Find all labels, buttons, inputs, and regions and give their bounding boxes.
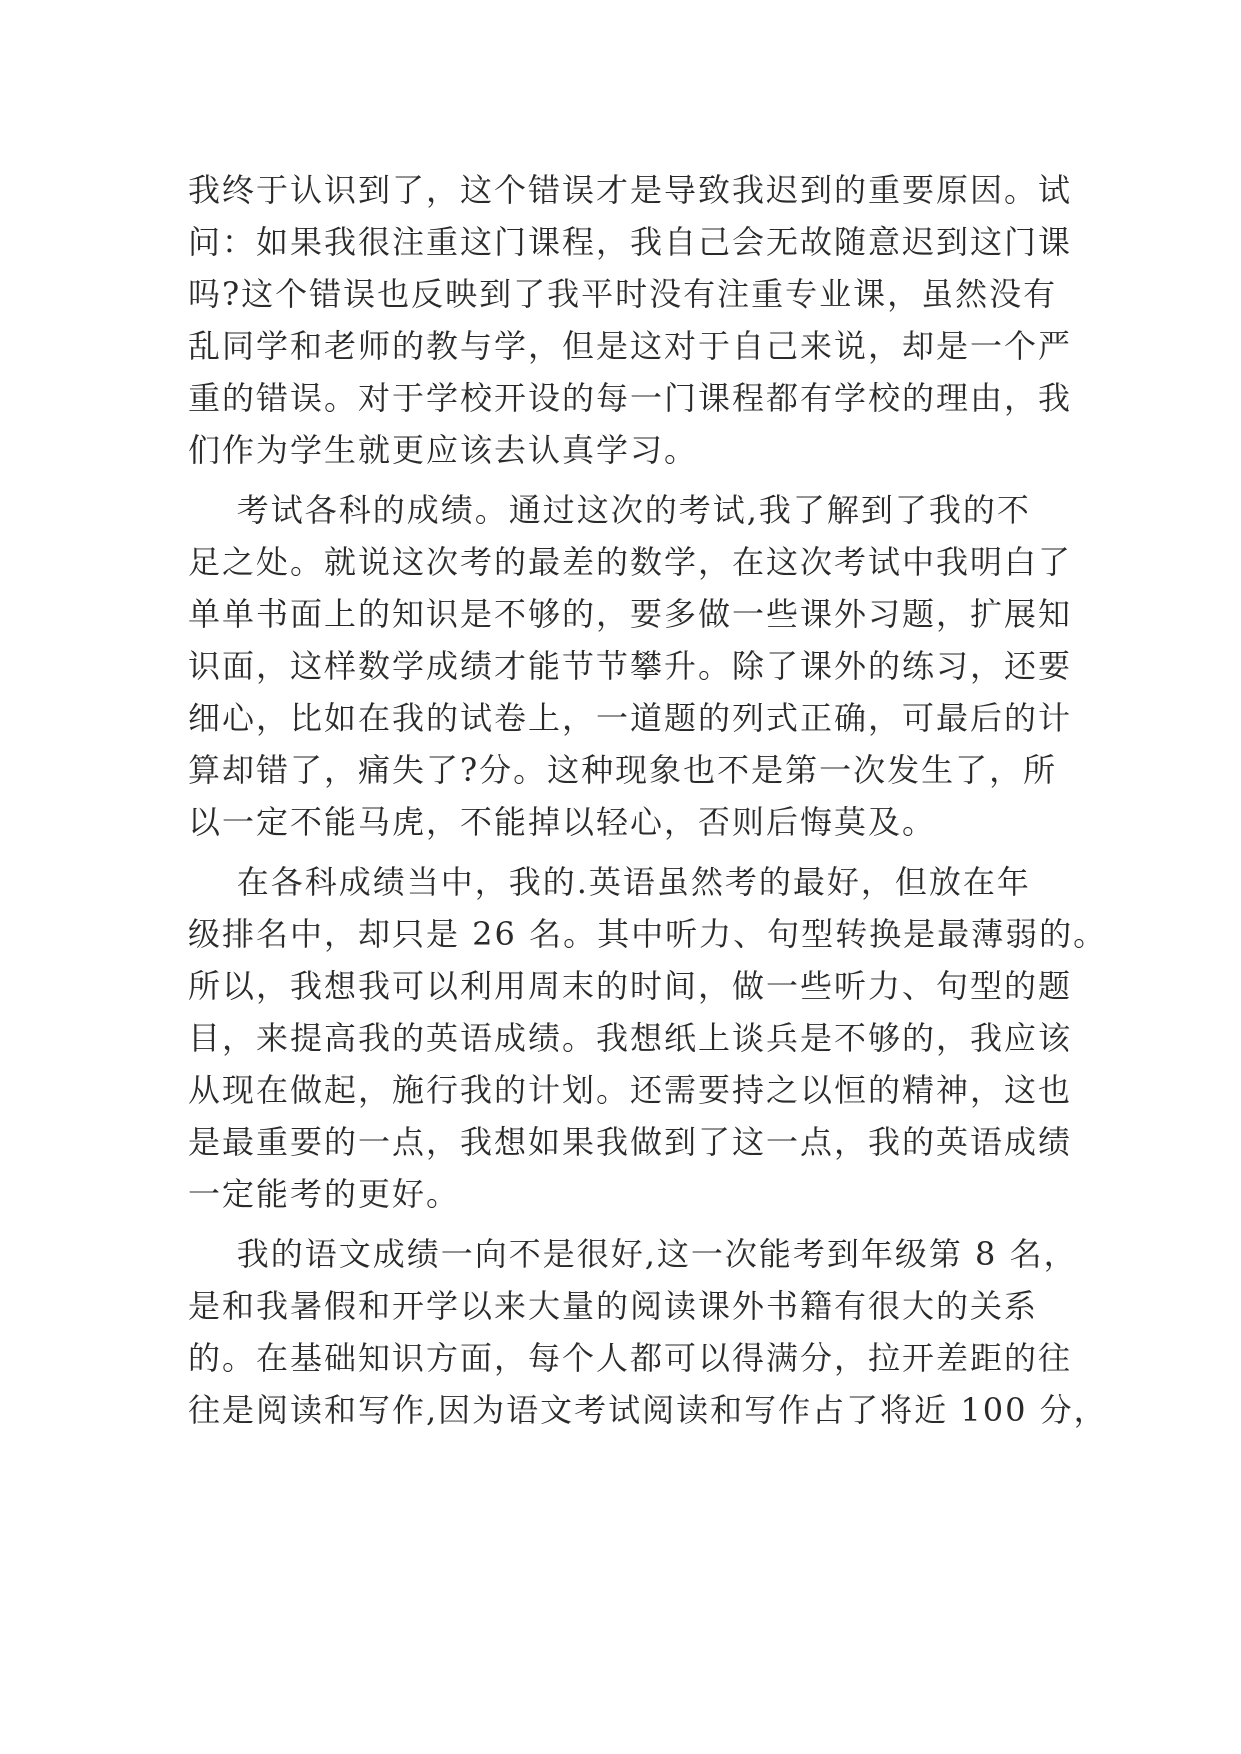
text-line: 算却错了，痛失了?分。这种现象也不是第一次发生了，所	[188, 751, 1058, 789]
text-line: 以一定不能马虎，不能掉以轻心，否则后悔莫及。	[188, 803, 937, 841]
text-line: 识面，这样数学成绩才能节节攀升。除了课外的练习，还要	[188, 647, 1073, 685]
paragraph-gap	[188, 476, 1068, 484]
text-line: 我的语文成绩一向不是很好,这一次能考到年级第 8 名，	[188, 1235, 1078, 1273]
text-line: 我终于认识到了，这个错误才是导致我迟到的重要原因。试	[188, 171, 1073, 209]
text-line: 细心，比如在我的试卷上，一道题的列式正确，可最后的计	[188, 699, 1073, 737]
text-line: 足之处。就说这次考的最差的数学，在这次考试中我明白了	[188, 543, 1073, 581]
text-line: 单单书面上的知识是不够的，要多做一些课外习题，扩展知	[188, 595, 1073, 633]
text-line: 所以，我想我可以利用周末的时间，做一些听力、句型的题	[188, 967, 1073, 1005]
text-line: 一定能考的更好。	[188, 1175, 461, 1213]
paragraph-2	[188, 484, 1073, 848]
text-line: 们作为学生就更应该去认真学习。	[188, 431, 699, 469]
paragraph-gap	[188, 1220, 1068, 1228]
paragraph-1	[188, 164, 1073, 476]
text-line: 级排名中，却只是 26 名。其中听力、句型转换是最薄弱的。	[188, 915, 1108, 953]
paragraph-gap	[188, 848, 1068, 856]
text-line: 是最重要的一点，我想如果我做到了这一点，我的英语成绩	[188, 1123, 1073, 1161]
paragraph-3	[188, 856, 1108, 1220]
text-line: 在各科成绩当中，我的.英语虽然考的最好，但放在年	[188, 863, 1031, 901]
text-line: 目，来提高我的英语成绩。我想纸上谈兵是不够的，我应该	[188, 1019, 1073, 1057]
text-line: 吗?这个错误也反映到了我平时没有注重专业课，虽然没有	[188, 275, 1058, 313]
text-line: 考试各科的成绩。通过这次的考试,我了解到了我的不	[188, 491, 1031, 529]
document-body	[188, 164, 1108, 1436]
text-line: 从现在做起，施行我的计划。还需要持之以恒的精神，这也	[188, 1071, 1073, 1109]
text-line: 是和我暑假和开学以来大量的阅读课外书籍有很大的关系	[188, 1287, 1039, 1325]
text-line: 乱同学和老师的教与学，但是这对于自己来说，却是一个严	[188, 327, 1073, 365]
text-line: 往是阅读和写作,因为语文考试阅读和写作占了将近 100 分，	[188, 1391, 1108, 1429]
text-line: 问：如果我很注重这门课程，我自己会无故随意迟到这门课	[188, 223, 1073, 261]
paragraph-4	[188, 1228, 1108, 1436]
text-line: 的。在基础知识方面，每个人都可以得满分，拉开差距的往	[188, 1339, 1073, 1377]
text-line: 重的错误。对于学校开设的每一门课程都有学校的理由，我	[188, 379, 1073, 417]
